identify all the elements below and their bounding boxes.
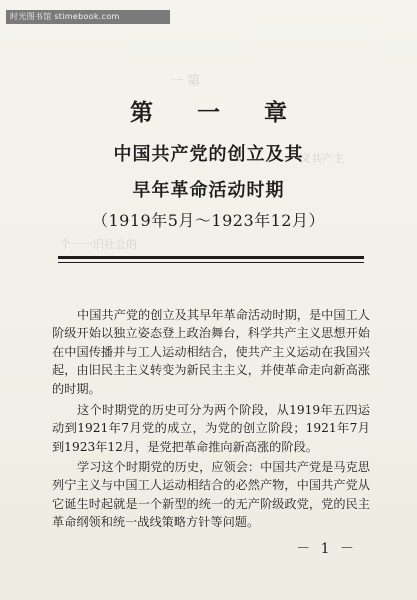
page-number: － 1 － [296,541,357,557]
show-through-mark: 一 第 [170,74,201,89]
chapter-title: 第 一 章 [129,99,305,126]
watermark: 时光图书馆 stimebook.com [6,10,170,24]
show-through-mark: 个一一旧社会的 [60,238,137,251]
show-through-mark: 义共产主 [300,152,344,165]
chapter-subtitle-line-2: 早年革命活动时期 [132,180,285,201]
body-paragraph-1: 中国共产党的创立及其早年革命活动时期，是中国工人阶级开始以独立姿态登上政治舞台，科学共产主义思想开始在中国传播并与工人运动相结合，使共产主义运动在我国兴起，由旧民主主义转变为新民主主义，并使革命走向新高涨的时期。 [52,308,370,396]
body-paragraph-2: 这个时期党的历史可分为两个阶段，从1919年五四运动到1921年7月党的成立，为党的创立阶段；1921年7月到1923年12月，是党把革命推向新高涨的阶段。 [52,403,370,454]
body-paragraph-3: 学习这个时期党的历史，应领会：中国共产党是马克思列宁主义与中国工人运动相结合的必然产物，中国共产党从它诞生时起就是一个新型的统一的无产阶级政党，党的民主革命纲领和统一战线策略方针等问题。 [52,460,370,530]
title-divider-thin [58,262,364,263]
chapter-period: （1919年5月～1923年12月） [92,211,325,230]
title-divider-thick [58,256,364,259]
chapter-subtitle-line-1: 中国共产党的创立及其 [113,144,304,165]
